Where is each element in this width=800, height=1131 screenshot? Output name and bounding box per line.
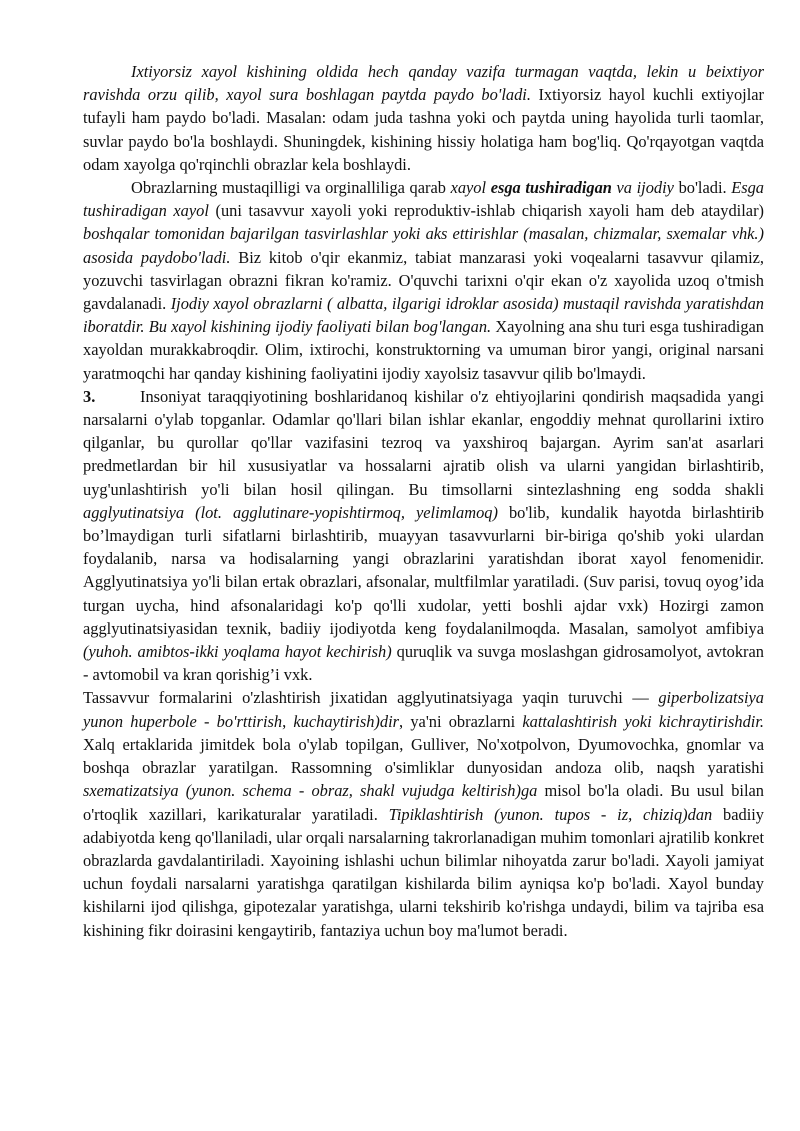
paragraph-imagination-forms (83, 686, 764, 941)
paragraph-text: Biz kitob o'qir ekanmiz, tabiat manzarasi yoki voqealarni tasavvur qilamiz, yozuvchi tasvirlagan obrazni fikran ko'ramiz. O'quvchi tarixni o'qir ekan o'z xayolida uzoq o'tmish gavdalanadi. (83, 247, 764, 314)
paragraph-text: bo'lib, kundalik hayotda birlashtirib bo’lmaydigan turli sifatlarni birlashtirib, muayyan tasavvurlarni bir-biriga qo'shib yoki ulardan foydalanib, narsa va hodisalarning yangi obrazlarini yaratishdan iborat xayol fenomenidir. Agglyutinatsiya yo'li bilan ertak obrazlari, afsonalar, multfilmlar yaratiladi. (Suv parisi, tovuq oyog’ida turgan uycha, hind afsonalaridagi ko'p qo'lli xudolar, yetti boshli ajdar vxk) Hozirgi zamon agglyutinatsiyasidan texnik, badiiy ijodiyotda keng foydalanilmoqda. Masalan, samolyot amfibiya (83, 502, 764, 638)
italic-term: kuchaytirish)dir (293, 711, 400, 731)
italic-term: (yuhoh. amibtos-ikki yoqlama hayot kechirish) (83, 642, 392, 662)
italic-term: Esga tushiradigan xayol (83, 178, 765, 221)
italic-definition: Ijodiy xayol obrazlarni ( albatta, ilgarigi idroklar asosida) mustaqil ravishda yaratishdan iboratdir. Bu xayol kishining ijodiy faoliyati bilan bog'langan. (83, 294, 764, 337)
paragraph-text: quruqlik va suvga moslashgan gidrosamolyot, avtokran - avtomobil va kran qorishig’i vxk. (83, 642, 764, 685)
paragraph-text: (uni tasavvur xayoli yoki reproduktiv-ishlab chiqarish xayoli ham deb ataydilar) (208, 201, 764, 221)
paragraph-section-3 (83, 385, 764, 687)
italic-definition: boshqalar tomonidan bajarilgan tasvirlashlar yoki aks ettirishlar (masalan, chizmalar, sxemalar vhk.) asosida paydobo'ladi. (83, 224, 764, 267)
italic-term: agglyutinatsiya (lot. agglutinare-yopishtirmoq, yelimlamoq) (83, 502, 498, 522)
italic-term: Tipiklashtirish (yunon. tupos - iz, chiziq)dan (388, 804, 713, 824)
document-page (83, 60, 764, 942)
paragraph-text: misol bo'la oladi. Bu usul bilan o'rtoqlik xazillari, karikaturalar yaratiladi. (83, 781, 764, 824)
paragraph-text: Tassavvur formalarini o'zlashtirish jixatidan agglyutinatsiyaga yaqin turuvchi — (83, 688, 659, 708)
paragraph-text: Insoniyat taraqqiyotining boshlaridanoq kishilar o'z ehtiyojlarini qondirish maqsadida yangi narsalarni o'ylab topganlar. Odamlar qo'llari bilan ishlar ekanlar, engoddiy mehnat qurollarini ixtiro qilganlar, bu qurollar qo'llar vazifasini tezroq va yaxshiroq bajargan. Ayrim san'at asarlari predmetlardan bir hil xususiyatlar va hossalarni ajratib olish va ularni yangidan birlashtirib, uyg'unlashtirish yo'li bilan hosil qilingan. Bu timsollarni sintezlashning eng sodda shakli (83, 386, 764, 499)
section-number: 3. (83, 386, 96, 406)
paragraph-text: Xayolning ana shu turi esga tushiradigan xayoldan murakkabroqdir. Olim, ixtirochi, konstruktorning va umuman biror yangi, original narsani yaratmoqchi har qanday kishining faoliyatini ijodiy xayolsiz tasavvur qilib bo'lmaydi. (83, 317, 764, 383)
italic-term: giperbolizatsiya yunon huperbole - bo'rttirish (83, 688, 764, 731)
paragraph-text: Ixtiyorsiz hayol kuchli extiyojlar tufayli ham paydo bo'ladi. Masalan: odam juda tashna yoki och paytda uning hayolida turli taomlar, suvlar paydo bo'la boshlaydi. Shuningdek, kishining hissiy holatiga ham bog'liq. Qo'rqayotgan vaqtda odam xayolga qo'rqinchli obrazlar kela boshlaydi. (83, 85, 765, 174)
paragraph-text: , (282, 711, 294, 731)
paragraph-involuntary-imagination (83, 60, 764, 176)
paragraph-text: Xalq ertaklarida jimitdek bola o'ylab topilgan, Gulliver, No'xotpolvon, Dyumovochka, gnomlar va boshqa obrazlar yaratilgan. Rassomning o'simliklar dunyosidan andoza olib, naqsh yaratishi (83, 734, 764, 778)
italic-term: xayol (450, 178, 491, 198)
italic-term: sxematizatsiya (yunon. schema - obraz, shakl vujudga keltirish)ga (83, 781, 538, 801)
paragraph-text: Obrazlarning mustaqilligi va orginalliliga qarab (131, 178, 451, 198)
paragraph-text: , ya'ni obrazlarni (399, 711, 523, 731)
paragraph-text: badiiy adabiyotda keng qo'llaniladi, ular orqali narsalarning takrorlanadigan muhim tomonlari ajratilib konkret obrazlarda gavdalantiriladi. Xayoining ishlashi uchun bilimlar nihoyatda zarur bo'ladi. Xayoli jamiyat uchun foydali narsalarni yaratishga qaratilgan kishilarda bilim ayniqsa ko'p bo'ladi. Xayol bunday kishilarni ijod qilishga, gipotezalar yaratishga, ularni tekshirib ko'rishga undaydi, bilim va tajriba esa kishining fikr doirasini kengaytirib, fantaziya uchun boy ma'lumot beradi. (83, 804, 764, 940)
italic-term: va ijodiy (611, 178, 674, 198)
bold-italic-term: esga tushiradigan (490, 178, 612, 198)
italic-definition: Ixtiyorsiz xayol kishining oldida hech qanday vazifa turmagan vaqtda, lekin u beixtiyor ravishda orzu qilib, xayol sura boshlagan paytda paydo bo'ladi. (83, 62, 764, 105)
paragraph-text: bo'ladi. (673, 178, 732, 198)
italic-definition: kattalashtirish yoki kichraytirishdir. (522, 711, 765, 731)
paragraph-imagination-types (83, 176, 764, 385)
